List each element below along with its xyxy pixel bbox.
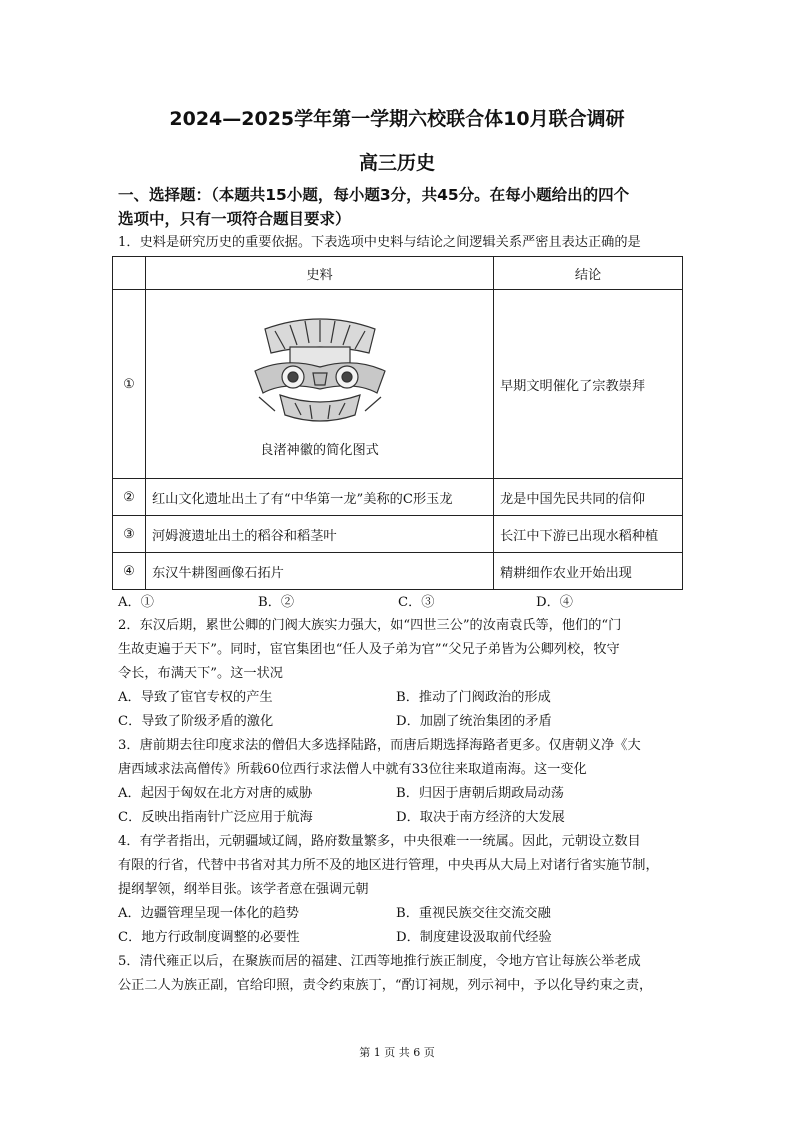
q1-row-source: 红山文化遗址出土了有“中华第一龙”美称的C形玉龙 <box>146 479 494 516</box>
q1-row-conclusion: 早期文明催化了宗教崇拜 <box>494 290 683 479</box>
q4-options-row-1 <box>118 902 683 926</box>
q3-stem <box>118 734 683 782</box>
q3-option-c[interactable]: C．反映出指南针广泛应用于航海 <box>118 810 313 825</box>
q1-header-conclusion: 结论 <box>494 257 683 290</box>
q1-row-num: ④ <box>113 553 146 590</box>
q1-table <box>112 256 683 590</box>
q2-option-c[interactable]: C．导致了阶级矛盾的激化 <box>118 714 274 729</box>
q3-option-a[interactable]: A．起因于匈奴在北方对唐的威胁 <box>118 786 313 801</box>
q1-row-source: 东汉牛耕图画像石拓片 <box>146 553 494 590</box>
q3-stem-line: 3．唐前期去往印度求法的僧侣大多选择陆路，而唐后期选择海路者更多。仅唐朝义净《大 <box>118 738 641 753</box>
section-heading <box>118 183 683 231</box>
q5-stem <box>118 950 683 998</box>
q4-stem-line: 4．有学者指出，元朝疆域辽阔，路府数量繁多，中央很难一一统属。因此，元朝设立数目 <box>118 834 641 849</box>
q1-option-b[interactable]: B．② <box>258 595 295 610</box>
q1-option-a[interactable]: A．① <box>118 595 154 610</box>
table-row <box>113 479 683 516</box>
q1-option-d[interactable]: D．④ <box>536 595 573 610</box>
q2-stem-line: 2．东汉后期，累世公卿的门阀大族实力强大，如“四世三公”的汝南袁氏等，他们的“门 <box>118 618 622 633</box>
q2-options-row-2 <box>118 710 683 734</box>
q1-row-conclusion: 长江中下游已出现水稻种植 <box>494 516 683 553</box>
table-row <box>113 516 683 553</box>
exam-subject: 高三历史 <box>358 152 435 174</box>
q2-stem <box>118 614 683 686</box>
q1-row-num: ① <box>113 290 146 479</box>
q1-row-num: ③ <box>113 516 146 553</box>
q1-header-blank <box>113 257 146 290</box>
q1-row-num: ② <box>113 479 146 516</box>
q3-options-row-1 <box>118 782 683 806</box>
liangzhu-emblem-icon <box>245 311 395 431</box>
page-footer: 第 1 页 共 6 页 <box>359 1046 435 1059</box>
q2-stem-line: 生故吏遍于天下”。同时，宦官集团也“任人及子弟为官”“父兄子弟皆为公卿列校，牧守 <box>118 642 620 657</box>
q1-row-conclusion: 龙是中国先民共同的信仰 <box>494 479 683 516</box>
q4-option-c[interactable]: C．地方行政制度调整的必要性 <box>118 930 300 945</box>
table-row <box>113 290 683 479</box>
q3-options-row-2 <box>118 806 683 830</box>
q2-option-a[interactable]: A．导致了宦官专权的产生 <box>118 690 273 705</box>
q2-option-d[interactable]: D．加剧了统治集团的矛盾 <box>396 714 552 729</box>
q4-options-row-2 <box>118 926 683 950</box>
q3-option-d[interactable]: D．取决于南方经济的大发展 <box>396 810 565 825</box>
q5-stem-line: 5．清代雍正以后，在聚族而居的福建、江西等地推行族正制度，令地方官让每族公举老成 <box>118 954 641 969</box>
q3-stem-line: 唐西域求法高僧传》所载60位西行求法僧人中就有33位往来取道南海。这一变化 <box>118 762 587 777</box>
q1-image-caption: 良渚神徽的简化图式 <box>260 442 379 458</box>
q1-row-source: 河姆渡遗址出土的稻谷和稻茎叶 <box>146 516 494 553</box>
q1-row-source <box>146 290 494 479</box>
q1-table-header <box>113 257 683 290</box>
q4-stem-line: 有限的行省，代替中书省对其力所不及的地区进行管理，中央再从大局上对诸行省实施节制， <box>118 858 659 873</box>
section-heading-line-1: 一、选择题：（本题共15小题，每小题3分，共45分。在每小题给出的四个 <box>118 186 630 204</box>
q5-stem-line: 公正二人为族正副，官给印照，责令约束族丁，“酌订祠规，列示祠中，予以化导约束之责， <box>118 978 653 993</box>
q4-stem-line: 提纲挈领，纲举目张。该学者意在强调元朝 <box>118 882 369 897</box>
q4-option-d[interactable]: D．制度建设汲取前代经验 <box>396 930 552 945</box>
q4-option-b[interactable]: B．重视民族交往交流交融 <box>396 906 551 921</box>
liangzhu-emblem-image <box>152 311 487 435</box>
exam-title: 2024—2025学年第一学期六校联合体10月联合调研 <box>169 108 625 130</box>
section-heading-line-2: 选项中，只有一项符合题目要求） <box>118 210 351 228</box>
q3-option-b[interactable]: B．归因于唐朝后期政局动荡 <box>396 786 564 801</box>
q1-header-source: 史料 <box>146 257 494 290</box>
q1-stem: 1．史料是研究历史的重要依据。下表选项中史料与结论之间逻辑关系严密且表达正确的是 <box>118 235 641 250</box>
q2-option-b[interactable]: B．推动了门阀政治的形成 <box>396 690 551 705</box>
q1-option-c[interactable]: C．③ <box>398 595 435 610</box>
q1-row-conclusion: 精耕细作农业开始出现 <box>494 553 683 590</box>
q4-option-a[interactable]: A．边疆管理呈现一体化的趋势 <box>118 906 299 921</box>
table-row <box>113 553 683 590</box>
q2-options-row-1 <box>118 686 683 710</box>
q2-stem-line: 令长，布满天下”。这一状况 <box>118 666 283 681</box>
q4-stem <box>118 830 683 902</box>
